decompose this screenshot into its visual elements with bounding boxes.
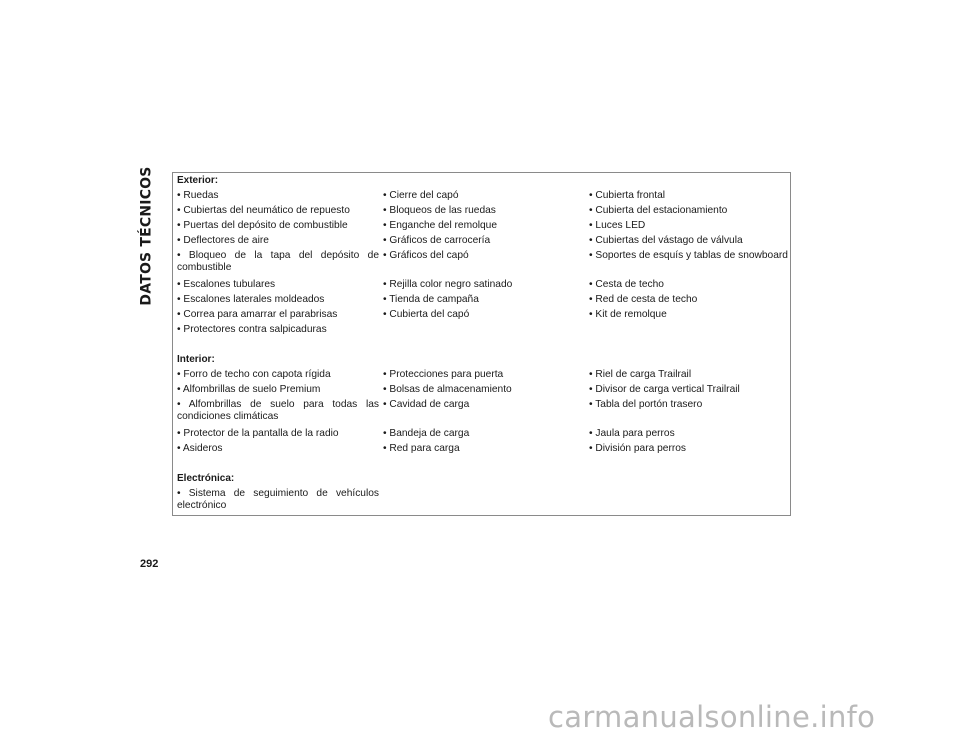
- list-item: • Bloqueo de la tapa del depósito de combustible: [177, 250, 379, 273]
- list-item: • Cierre del capó: [383, 190, 459, 201]
- section-side-title: [134, 166, 160, 306]
- list-item: • Forro de techo con capota rígida: [177, 369, 331, 380]
- list-item: • Rejilla color negro satinado: [383, 279, 513, 290]
- exterior-heading: Exterior:: [177, 175, 219, 186]
- list-item: • Soportes de esquís y tablas de snowboard: [589, 250, 788, 261]
- list-item: • Gráficos del capó: [383, 250, 469, 261]
- list-item: • Escalones tubulares: [177, 279, 276, 290]
- list-item: • Ruedas: [177, 190, 219, 201]
- list-item: • Red de cesta de techo: [589, 294, 698, 305]
- list-item: • Protectores contra salpicaduras: [177, 324, 327, 335]
- list-item: • Tienda de campaña: [383, 294, 479, 305]
- list-item: • Protecciones para puerta: [383, 369, 504, 380]
- list-item: • Gráficos de carrocería: [383, 235, 491, 246]
- list-item: • Bolsas de almacenamiento: [383, 384, 512, 395]
- interior-heading: Interior:: [177, 354, 215, 365]
- accessories-table: [172, 172, 791, 516]
- list-item: • Correa para amarrar el parabrisas: [177, 309, 338, 320]
- list-item: • Cubiertas del vástago de válvula: [589, 235, 743, 246]
- list-item: • Puertas del depósito de combustible: [177, 220, 348, 231]
- list-item: • Deflectores de aire: [177, 235, 269, 246]
- list-item: • Cubierta del estacionamiento: [589, 205, 728, 216]
- list-item: • Alfombrillas de suelo para todas las condiciones climáticas: [177, 399, 379, 422]
- list-item: • Jaula para perros: [589, 428, 675, 439]
- list-item: • Alfombrillas de suelo Premium: [177, 384, 321, 395]
- list-item: • Kit de remolque: [589, 309, 667, 320]
- list-item: • Cesta de techo: [589, 279, 664, 290]
- list-item: • Protector de la pantalla de la radio: [177, 428, 339, 439]
- electronica-heading: Electrónica:: [177, 473, 235, 484]
- list-item: • Riel de carga Trailrail: [589, 369, 692, 380]
- list-item: • Cubierta del capó: [383, 309, 470, 320]
- list-item: • Cavidad de carga: [383, 399, 470, 410]
- list-item: • Tabla del portón trasero: [589, 399, 703, 410]
- list-item: • Bloqueos de las ruedas: [383, 205, 496, 216]
- list-item: • Enganche del remolque: [383, 220, 498, 231]
- list-item: • Bandeja de carga: [383, 428, 470, 439]
- list-item: • Escalones laterales moldeados: [177, 294, 325, 305]
- list-item: • Cubierta frontal: [589, 190, 666, 201]
- list-item: • División para perros: [589, 443, 686, 454]
- list-item: • Red para carga: [383, 443, 460, 454]
- watermark-text: carmanualsonline.info: [548, 700, 876, 734]
- page-number: 292: [140, 558, 159, 570]
- list-item: • Asideros: [177, 443, 223, 454]
- list-item: • Divisor de carga vertical Trailrail: [589, 384, 740, 395]
- side-title-text: DATOS TÉCNICOS: [139, 166, 155, 306]
- list-item: • Sistema de seguimiento de vehículos electrónico: [177, 488, 379, 511]
- list-item: • Cubiertas del neumático de repuesto: [177, 205, 350, 216]
- list-item: • Luces LED: [589, 220, 646, 231]
